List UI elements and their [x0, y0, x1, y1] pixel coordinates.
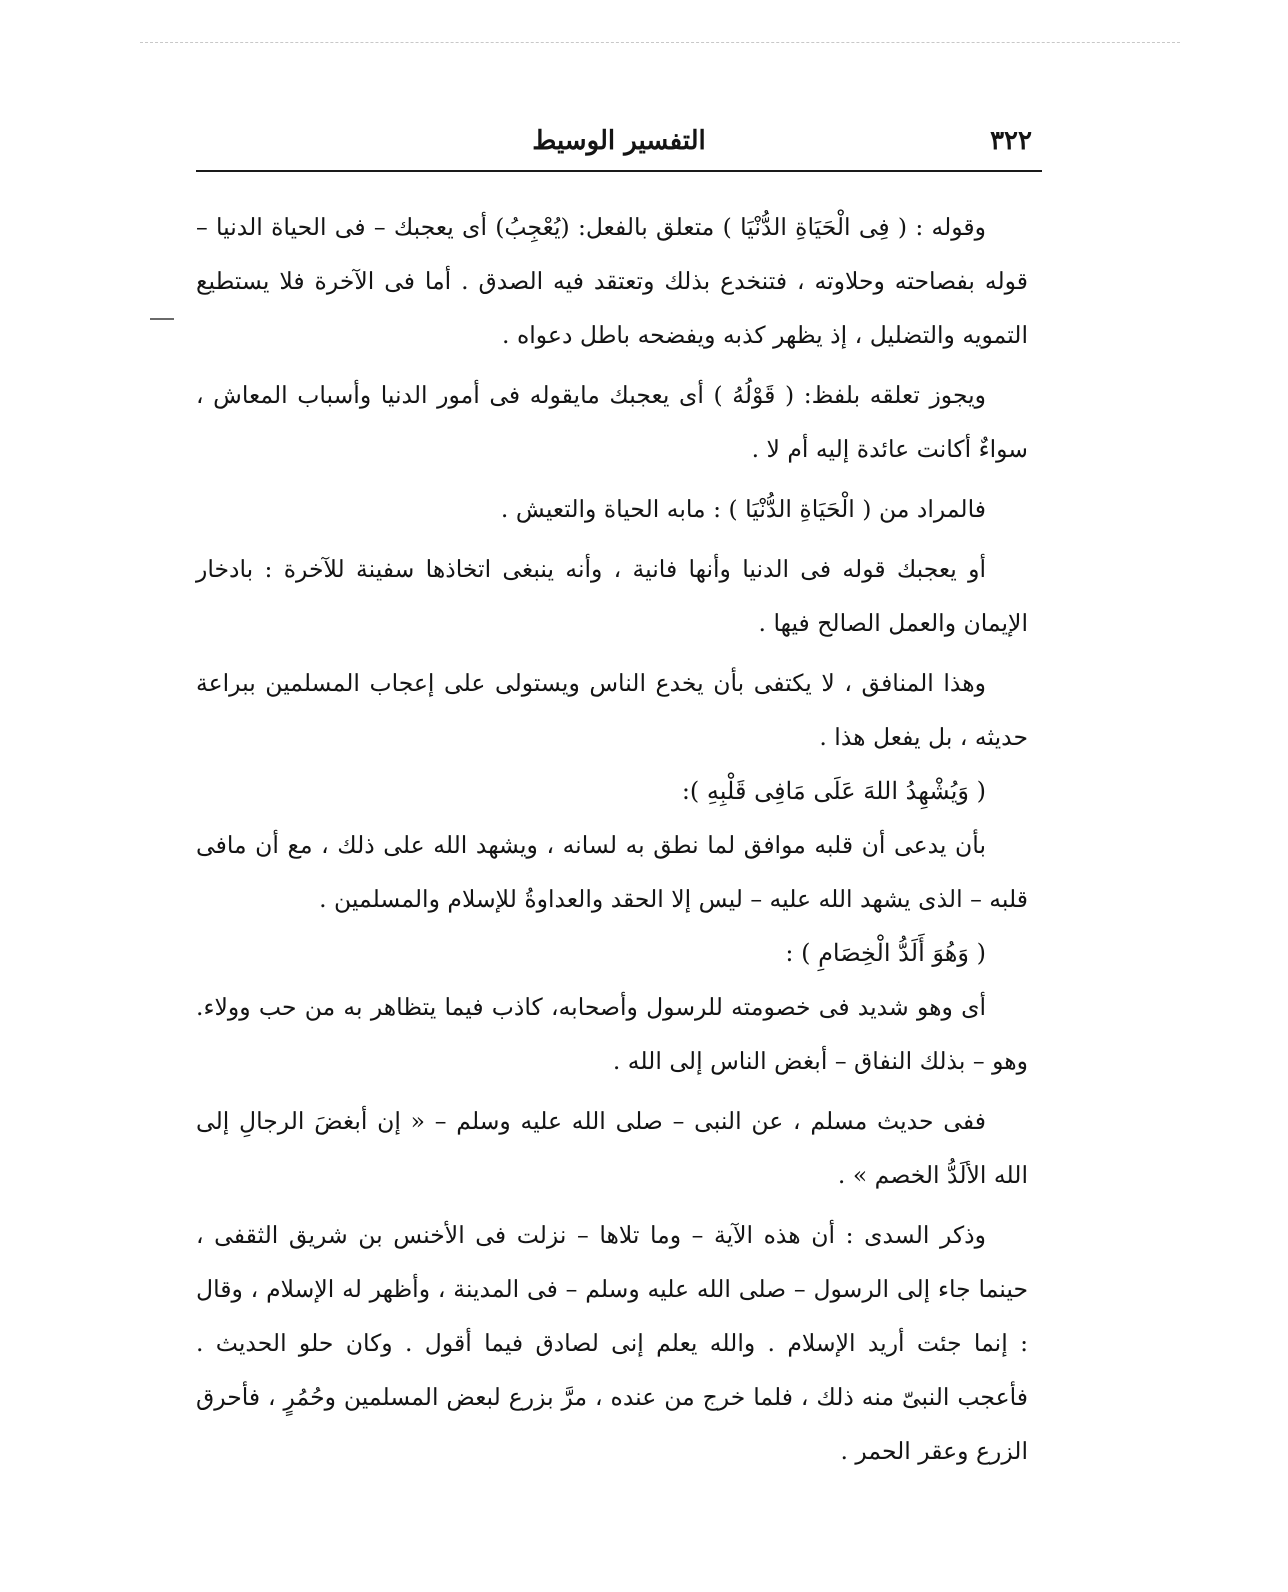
paragraph: وذكر السدى : أن هذه الآية – وما تلاها – نزلت فى الأخنس بن شريق الثقفى ، حينما جاء إلى الرسول – صلى الله عليه وسلم – فى المدينة ، وأظهر له الإسلام ، وقال : إنما جئت أريد الإسلام . والله يعلم إنى لصادق فيما أقول . وكان حلو الحديث . فأعجب النبىّ منه ذلك ، فلما خرج من عنده ، مرَّ بزرع لبعض المسلمين وحُمُرٍ ، فأحرق الزرع وعقر الحمر . [196, 1221, 1028, 1465]
paragraph: بأن يدعى أن قلبه موافق لما نطق به لسانه ، ويشهد الله على ذلك ، مع أن مافى قلبه – الذى يشهد الله عليه – ليس إلا الحقد والعداوةُ للإسلام والمسلمين . [196, 831, 1028, 913]
header-rule [196, 170, 1042, 172]
page-number: ٣٢٢ [990, 126, 1032, 156]
quran-verse-quote: ( وَهُوَ أَلَدُّ الْخِصَامِ ) : [785, 939, 986, 967]
body-text [196, 200, 1028, 1478]
scan-artifact-line [140, 42, 1180, 43]
running-title: التفسير الوسيط [532, 126, 706, 156]
quran-verse-quote: ( وَيُشْهِدُ اللهَ عَلَى مَافِى قَلْبِهِ ): [681, 777, 986, 805]
paragraph: ففى حديث مسلم ، عن النبى – صلى الله عليه وسلم – « إن أبغضَ الرجالِ إلى الله الألَدُّ الخصم » . [196, 1107, 1028, 1189]
paragraph: وهذا المنافق ، لا يكتفى بأن يخدع الناس ويستولى على إعجاب المسلمين ببراعة حديثه ، بل يفعل هذا . [196, 669, 1028, 751]
paragraph: ويجوز تعلقه بلفظ: ( قَوْلُهُ ) أى يعجبك مايقوله فى أمور الدنيا وأسباب المعاش ، سواءٌ أكانت عائدة إليه أم لا . [196, 381, 1028, 463]
paragraph: وقوله : ( فِى الْحَيَاةِ الدُّنْيَا ) متعلق بالفعل: (يُعْجِبُ) أى يعجبك – فى الحياة الدنيا – قوله بفصاحته وحلاوته ، فتنخدع بذلك وتعتقد فيه الصدق . أما فى الآخرة فلا يستطيع التمويه والتضليل ، إذ يظهر كذبه ويفضحه باطل دعواه . [196, 213, 1028, 349]
paragraph: أو يعجبك قوله فى الدنيا وأنها فانية ، وأنه ينبغى اتخاذها سفينة للآخرة : بادخار الإيمان والعمل الصالح فيها . [196, 555, 1028, 637]
page-header [196, 126, 1042, 174]
paragraph: فالمراد من ( الْحَيَاةِ الدُّنْيَا ) : مابه الحياة والتعيش . [500, 495, 986, 523]
margin-mark [150, 318, 174, 320]
paragraph: أى وهو شديد فى خصومته للرسول وأصحابه، كاذب فيما يتظاهر به من حب وولاء. وهو – بذلك النفاق – أبغض الناس إلى الله . [196, 993, 1028, 1075]
